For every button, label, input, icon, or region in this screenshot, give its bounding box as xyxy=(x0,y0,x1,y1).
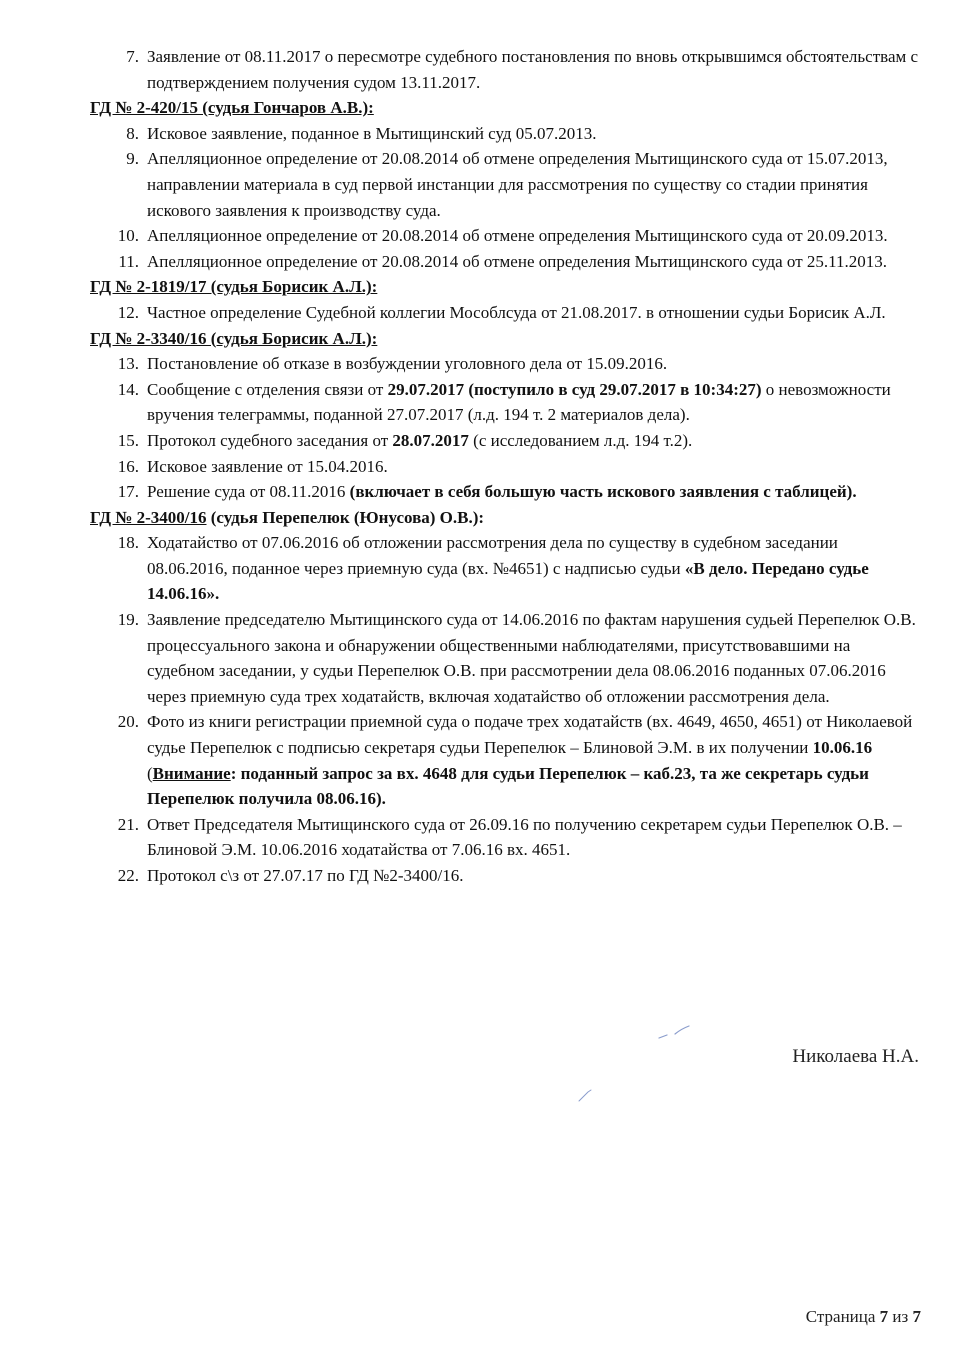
item-number: 10. xyxy=(117,226,139,246)
item-text-part: (с исследованием л.д. 194 т.2). xyxy=(468,430,693,450)
item-text xyxy=(147,380,891,425)
signature-ink-mark xyxy=(655,1022,695,1044)
page-label: Страница xyxy=(805,1307,876,1326)
page-footer xyxy=(806,1307,921,1327)
item-number: 21. xyxy=(117,814,139,834)
list-item-17 xyxy=(90,479,922,505)
list-item-10 xyxy=(90,223,922,249)
item-number: 18. xyxy=(117,533,139,553)
document-body xyxy=(90,44,922,889)
item-number: 16. xyxy=(117,456,139,476)
list-item-19 xyxy=(90,607,922,709)
item-number: 20. xyxy=(117,712,139,732)
item-number: 12. xyxy=(117,302,139,322)
case-heading-420-15 xyxy=(90,95,922,121)
item-text: Исковое заявление от 15.04.2016. xyxy=(147,456,388,476)
signature-name: Николаева Н.А. xyxy=(792,1046,919,1067)
item-text-bold: : поданный запрос за вх. 4648 для судьи Перепелюк – каб.23, та же секретарь судьи Перепелюк получила 08.06.16). xyxy=(147,763,869,809)
item-number: 14. xyxy=(117,379,139,399)
item-text xyxy=(147,533,869,603)
item-text xyxy=(147,431,692,450)
case-heading-text: ГД № 2-1819/17 (судья Борисик А.Л.): xyxy=(90,277,378,297)
case-heading-3400-16 xyxy=(90,505,922,531)
list-item-21 xyxy=(90,812,922,863)
item-text: Ответ Председателя Мытищинского суда от 26.09.16 по получению секретарем судьи Перепелюк О.В. – Блиновой Э.М. 10.06.2016 ходатайства от 7.06.16 вх. 4651. xyxy=(147,814,902,860)
page-total: 7 xyxy=(912,1307,921,1326)
item-text xyxy=(147,712,912,808)
signature-ink-mark-2 xyxy=(574,1084,596,1106)
item-text xyxy=(147,482,857,501)
list-item-15 xyxy=(90,428,922,454)
item-number: 19. xyxy=(117,610,139,630)
case-heading-judge: (судья Перепелюк (Юнусова) О.В.): xyxy=(206,507,485,527)
item-text-bold-underlined xyxy=(153,764,231,783)
list-item-8 xyxy=(90,121,922,147)
item-text: Заявление председателю Мытищинского суда от 14.06.2016 по фактам нарушения судьей Перепелюк О.В. процессуального закона и обнаружении общественными наблюдателями, присутствовавшими на судебном заседании, у судьи Перепелюк О.В. при рассмотрении дела 08.06.2016 поданных 07.06.2016 через приемную суда трех ходатайств, включая ходатайство об отложении рассмотрения дела. xyxy=(147,610,916,706)
case-heading-number: ГД № 2-3400/16 xyxy=(90,507,207,527)
list-item-22 xyxy=(90,863,922,889)
list-item-7 xyxy=(90,44,922,95)
item-text-part: Фото из книги регистрации приемной суда о подаче трех ходатайств (вх. 4649, 4650, 4651) от Николаевой судье Перепелюк с подписью секретаря судьи Перепелюк – Блиновой Э.М. в их получении xyxy=(147,712,913,758)
item-text-part: Ходатайство от 07.06.2016 об отложении рассмотрения дела по существу в судебном заседании 08.06.2016, поданное через приемную суда (вх. №4651) с надписью судьи xyxy=(147,533,838,578)
signature-stroke xyxy=(659,1026,689,1038)
item-text-part: о невозможности вручения телеграммы, поданной 27.07.2017 (л.д. 194 т. 2 материалов дела). xyxy=(147,379,891,425)
case-heading-text: ГД № 2-420/15 (судья Гончаров А.В.): xyxy=(90,98,374,118)
signature-stroke xyxy=(579,1090,591,1101)
list-item-13 xyxy=(90,351,922,377)
item-text: Протокол с\з от 27.07.17 по ГД №2-3400/16. xyxy=(147,866,464,885)
item-text: Апелляционное определение от 20.08.2014 об отмене определения Мытищинского суда от 15.07.2013, направлении материала в суд первой инстанции для рассмотрения по существу со стадии принятия искового заявления к производству суда. xyxy=(147,149,888,220)
item-text-part: Протокол судебного заседания от xyxy=(147,430,393,450)
item-text-bold: 10.06.16 xyxy=(812,738,873,758)
item-number: 15. xyxy=(117,430,139,450)
list-item-16 xyxy=(90,454,922,480)
list-item-9 xyxy=(90,146,922,223)
item-text: Апелляционное определение от 20.08.2014 об отмене определения Мытищинского суда от 25.11.2013. xyxy=(147,251,888,271)
item-text-bold: 28.07.2017 xyxy=(392,430,469,450)
of-label: из xyxy=(892,1307,909,1326)
item-text-bold: «В дело. Передано судье 14.06.16». xyxy=(147,558,869,604)
page-number: 7 xyxy=(879,1307,889,1326)
item-text-bold: (включает в себя большую часть искового заявления с таблицей). xyxy=(349,482,857,502)
list-item-14 xyxy=(90,377,922,428)
item-number: 11. xyxy=(118,251,139,271)
item-number: 9. xyxy=(126,149,139,169)
item-text-part: Сообщение с отделения связи от xyxy=(147,379,388,399)
item-text: Частное определение Судебной коллегии Мособлсуда от 21.08.2017. в отношении судьи Борисик А.Л. xyxy=(147,302,886,322)
item-text: Постановление об отказе в возбуждении уголовного дела от 15.09.2016. xyxy=(147,354,668,374)
case-heading-text: ГД № 2-3340/16 (судья Борисик А.Л.): xyxy=(90,328,378,348)
item-number: 22. xyxy=(117,866,139,885)
list-item-12 xyxy=(90,300,922,326)
item-text-bold: 29.07.2017 (поступило в суд 29.07.2017 в 10:34:27) xyxy=(387,379,762,399)
item-number: 13. xyxy=(117,354,139,374)
item-number: 7. xyxy=(126,47,139,66)
item-number: 8. xyxy=(126,123,139,143)
item-number: 17. xyxy=(117,482,139,502)
warning-word: Внимание xyxy=(152,763,231,783)
item-text-part: Решение суда от 08.11.2016 xyxy=(147,482,350,502)
case-heading-3340-16 xyxy=(90,326,922,352)
item-text: Исковое заявление, поданное в Мытищинский суд 05.07.2013. xyxy=(147,123,597,143)
item-text-part: ( xyxy=(147,763,153,783)
item-text: Заявление от 08.11.2017 о пересмотре судебного постановления по вновь открывшимся обстоятельствам с подтверждением получения судом 13.11.2017. xyxy=(147,47,919,92)
case-heading-1819-17 xyxy=(90,274,922,300)
item-text: Апелляционное определение от 20.08.2014 об отмене определения Мытищинского суда от 20.09.2013. xyxy=(147,226,888,246)
list-item-18 xyxy=(90,530,922,607)
list-item-20 xyxy=(90,709,922,811)
list-item-11 xyxy=(90,249,922,275)
